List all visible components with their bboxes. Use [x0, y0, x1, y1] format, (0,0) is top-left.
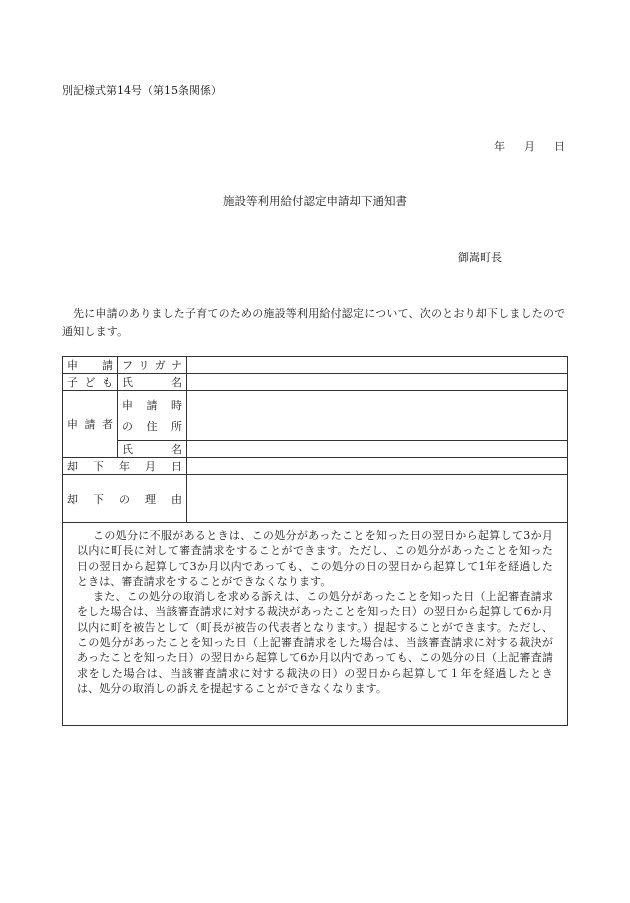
issuer-name: 御嵩町長	[458, 251, 502, 264]
rejection-date-label-cell	[63, 458, 187, 475]
appeal-notice-paragraph-1: この処分に不服があるときは、この処分があったことを知った日の翌日から起算して3か月以内に町長に対して審査請求をすることができます。ただし、この処分があったことを知った日の翌日から起算して3か月以内であっても、この処分の日の翌日から起算して1年を経過したときは、審査請求をすることができなくなります。	[77, 529, 553, 588]
child-label-1: 申 請	[67, 359, 113, 372]
child-name-value-cell	[187, 374, 568, 391]
appeal-notice-paragraph-2: また、この処分の取消しを求める訴えは、この処分があったことを知った日（上記審査請求をした場合は、当該審査請求に対する裁決があったことを知った日）の翌日から起算して6か月以内に町を被告として（町長が被告の代表者となります。）提起することができます。ただし、この処分があったことを知った日（上記審査請求をした場合は、当該審査請求に対する裁決があったことを知った日）の翌日から起算して6か月以内であっても、この処分の日（上記審査請求をした場合は、当該審査請求に対する裁決の日）の翌日から起算して１年を経過したときは、処分の取消しの訴えを提起することができなくなります。	[77, 590, 553, 695]
applicant-label: 申 請 者	[67, 418, 113, 431]
child-name-label: 氏 名	[122, 376, 182, 389]
address-value-cell	[187, 391, 568, 441]
document-title: 施設等利用給付認定申請却下通知書	[223, 194, 407, 208]
rejection-date-label: 却 下 年 月 日	[67, 460, 182, 473]
applicant-label-cell	[63, 391, 118, 458]
rejection-reason-label: 却 下 の 理 由	[67, 492, 182, 506]
form-reference: 別記様式第14号（第15条関係）	[62, 84, 222, 97]
address-label-2: の 住 所	[122, 420, 182, 433]
appeal-notice-box	[62, 516, 568, 726]
child-label-2: 子 ど も	[67, 376, 113, 389]
application-form-table	[62, 356, 568, 523]
furigana-value-cell	[187, 357, 568, 374]
child-label-cell-2	[63, 374, 118, 391]
date-month-label: 月	[524, 140, 535, 153]
applicant-name-label-cell	[118, 441, 187, 458]
child-label-cell-1	[63, 357, 118, 374]
applicant-name-value-cell	[187, 441, 568, 458]
furigana-label-cell	[118, 357, 187, 374]
date-year-label: 年	[494, 140, 505, 153]
child-name-label-cell	[118, 374, 187, 391]
applicant-name-label: 氏 名	[122, 443, 182, 456]
intro-paragraph: 先に申請のありました子育てのための施設等利用給付認定について、次のとおり却下しましたので通知します。	[62, 307, 566, 338]
date-day-label: 日	[554, 140, 565, 153]
address-label-1: 申 請 時	[122, 399, 182, 412]
rejection-date-value-cell	[187, 458, 568, 475]
furigana-label: フ リ ガ ナ	[122, 359, 182, 372]
address-label-cell	[118, 391, 187, 441]
